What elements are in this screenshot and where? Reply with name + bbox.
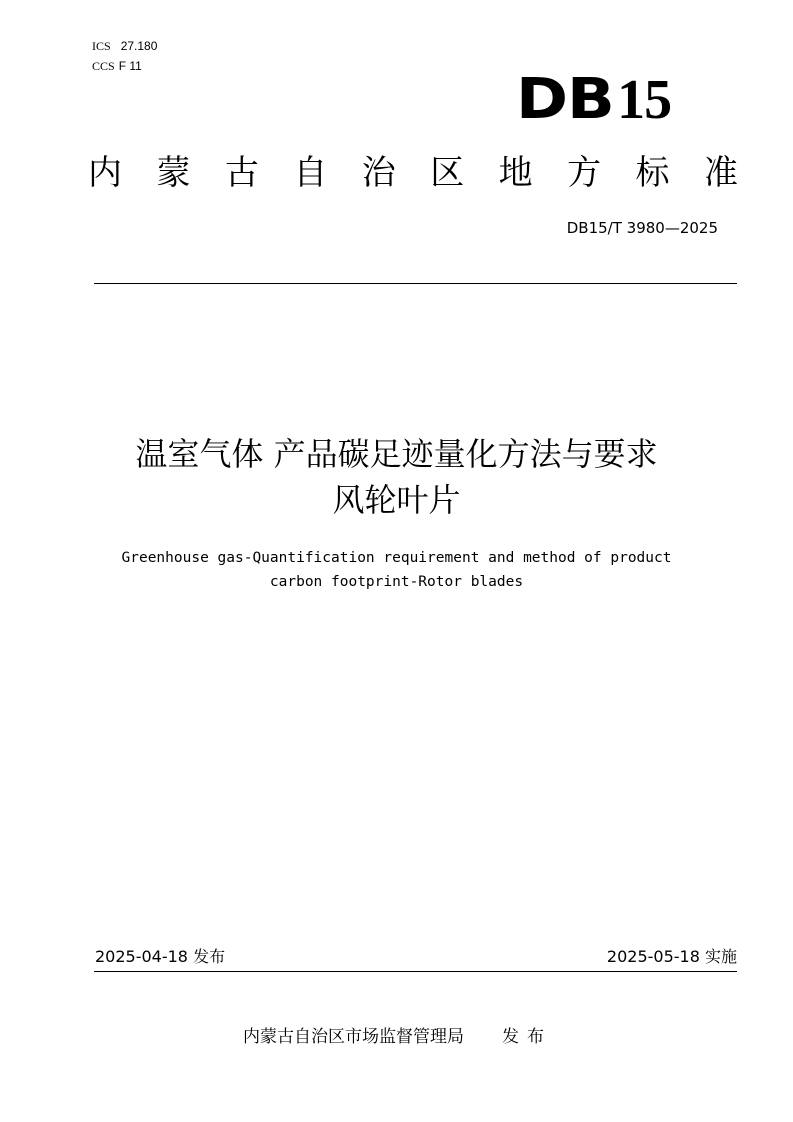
standard-type-char: 地 xyxy=(498,153,533,193)
standard-type-char: 治 xyxy=(361,153,396,193)
standard-type-char: 古 xyxy=(224,153,259,193)
logo-prefix: DB xyxy=(516,67,614,132)
ics-label: ICS xyxy=(92,39,111,53)
ccs-label: CCS xyxy=(92,59,115,73)
standard-type-heading xyxy=(88,150,738,196)
issuing-authority xyxy=(243,1026,552,1048)
implementation-date: 2025-05-18 实施 xyxy=(606,947,737,966)
db15-logo xyxy=(516,67,672,132)
standard-type-char: 区 xyxy=(430,153,465,193)
document-title-zh-line2: 风轮叶片 xyxy=(332,481,461,519)
ccs-code: F 11 xyxy=(118,59,142,73)
top-divider xyxy=(94,283,737,284)
ics-code: 27.180 xyxy=(120,39,158,53)
bottom-divider xyxy=(94,971,737,972)
standard-type-char: 内 xyxy=(88,153,122,193)
standard-number: DB15/T 3980—2025 xyxy=(566,219,718,237)
issue-date: 2025-04-18 发布 xyxy=(95,947,226,966)
standard-type-char: 蒙 xyxy=(156,153,191,193)
issuer-action: 发布 xyxy=(502,1027,552,1047)
document-title-en-line1: Greenhouse gas-Quantification requirement and method of product xyxy=(121,550,672,566)
issuer-name: 内蒙古自治区市场监督管理局 xyxy=(243,1027,464,1047)
document-title-en-line2: carbon footprint-Rotor blades xyxy=(269,574,524,590)
ccs-classification xyxy=(92,59,142,74)
standard-type-char: 准 xyxy=(703,153,738,193)
document-title-zh-line1: 温室气体 产品碳足迹量化方法与要求 xyxy=(135,435,658,473)
standard-type-char: 自 xyxy=(293,153,328,193)
standard-type-char: 标 xyxy=(635,153,670,193)
standard-type-char: 方 xyxy=(567,153,602,193)
logo-number: 15 xyxy=(617,69,672,131)
ics-classification xyxy=(92,39,157,54)
